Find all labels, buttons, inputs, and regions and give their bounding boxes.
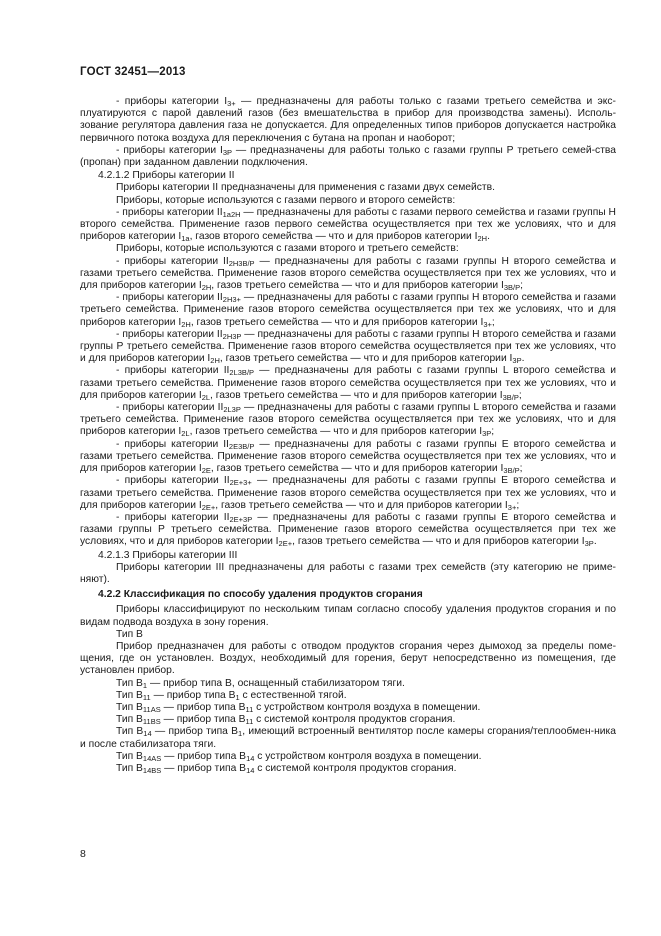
text-segment: , газов второго семейства — что и для приборов категории I [189,231,478,243]
subscript-text: 2H [477,234,488,244]
text-segment: — предназначены для работы с газами группы L второго семейства и газами третьего семейства. Применение газов второго семейства осуществляется при тех же условиях, что и для приборов категории I [80,402,616,438]
text-segment: ; [491,426,495,438]
text-segment: 4.2.1.2 Приборы категории II [98,170,235,182]
text-segment: 4.2.2 Классификация по способу удаления продуктов сгорания [98,589,423,601]
subscript-text: 11 [245,704,254,714]
paragraph [80,512,616,549]
subscript-text: 14 [143,729,152,739]
paragraph [80,550,616,562]
subscript-text: 1 [235,692,240,702]
paragraph [80,562,616,586]
text-segment: , имеющий встроенный вентилятор после камеры сгорания/теплообмен-ника и после стабилизатора тяги. [80,726,616,750]
paragraph [80,702,616,714]
subscript-text: 3+ [507,502,517,512]
text-segment: - приборы категории II [116,206,223,218]
text-segment: с системой контроля продуктов сгорания. [253,714,456,726]
text-segment: — прибор типа В [161,762,247,774]
text-segment: — прибор типа В, оснащенный стабилизатором тяги. [147,677,405,689]
text-segment: . [521,353,525,365]
text-segment: , газов третьего семейства — что и для приборов категории I [210,463,504,475]
text-segment: ; [519,463,523,475]
paragraph [80,726,616,750]
subscript-text: 11 [245,717,254,727]
subscript-text: 2E+ [201,502,216,512]
subscript-text: 3B/P [502,392,519,402]
text-segment: . [487,231,490,243]
document-header: ГОСТ 32451—2013 [80,66,186,78]
text-segment: Тип В [116,628,143,640]
paragraph [80,145,616,169]
paragraph [80,589,616,601]
paragraph [80,714,616,726]
text-segment: - приборы категории I [116,96,228,107]
paragraph [80,170,616,182]
text-segment: - приборы категории II [116,475,230,487]
subscript-text: 3P [584,539,594,549]
subscript-text: 1 [238,729,243,739]
subscript-text: 11BS [142,717,161,727]
text-segment: . [593,536,597,548]
subscript-text: 3P [512,356,522,366]
text-segment: — предназначены для работы с газами группы Е второго семейства и газами третьего семейства. Применение газов второго семейства осуществляется при тех же условиях, что и для приборов категории I [80,475,616,511]
text-segment: , газов третьего семейства — что и для приборов категории I [219,353,513,365]
subscript-text: 3P [222,147,233,157]
text-segment: — прибор типа В [150,689,236,701]
subscript-text: 2L3P [223,405,241,415]
subscript-text: 14AS [142,753,162,763]
text-segment: — предназначены для работы с газами первого семейства и газами группы Н второго семейства. Применение газов первого семейства осуществляется при тех же условиях, что и для приборов категории I [80,206,616,243]
paragraph [80,195,616,207]
paragraph [80,439,616,476]
subscript-text: 2H3P [222,331,242,341]
subscript-text: 3P [482,429,492,439]
text-segment: — предназначены для работы с газами группы L второго семейства и газами третьего семейства. Применение газов второго семейства осуществляется при тех же условиях, что и для приборов категории I [80,365,616,401]
paragraph [80,751,616,763]
paragraph [80,690,616,702]
text-segment: Приборы, которые используются с газами второго и третьего семейств: [116,243,459,255]
text-segment: — предназначены для работы с газами группы Е второго семейства и газами группы Р третьего семейства. Применение газов второго семейства осуществляется при тех же условиях, что и для приборов категории I [80,511,616,548]
text-segment: Тип В [116,726,144,738]
text-segment: , газов третьего семейства — что и для приборов категории I [210,389,503,401]
paragraph [80,763,616,775]
text-segment: с устройством контроля воздуха в помещении. [254,750,482,762]
subscript-text: 3+ [227,99,236,108]
text-segment: , газов третьего семейства — что и для приборов категории I [190,316,484,328]
text-segment: - приборы категории II [116,328,223,340]
text-segment: Тип В [116,689,143,701]
text-segment: - приборы категории II [116,365,230,377]
paragraph [80,256,616,293]
text-segment: ; [518,389,522,401]
subscript-text: 2E+3P [229,514,253,524]
paragraph [80,365,616,402]
text-segment: Тип В [116,762,143,774]
subscript-text: 2L [181,429,190,439]
text-segment: — прибор типа В [160,701,246,713]
text-segment: 4.2.1.3 Приборы категории III [98,549,238,561]
subscript-text: 14 [246,765,255,775]
text-segment: , газов третьего семейства — что и для приборов категории I [189,426,483,438]
subscript-text: 2H [181,319,191,329]
text-segment: с устройством контроля воздуха в помещении. [253,701,481,713]
paragraph [80,629,616,641]
text-segment: — предназначены для работы с газами группы Е второго семейства и газами третьего семейства. Применение газов второго семейства осуществляется при тех же условиях, что и для приборов категории I [80,438,616,475]
paragraph [80,96,616,145]
text-segment: , газов третьего семейства — что и для приборов категории I [292,536,585,548]
text-segment: - приборы категории II [116,402,224,414]
text-segment: - приборы категории II [116,255,229,267]
subscript-text: 3B/P [503,466,520,476]
text-segment: - приборы категории II [116,511,230,523]
text-segment: , газов третьего семейства — что и для приборов категории I [215,499,508,511]
text-segment: Тип В [116,677,143,689]
text-segment: - приборы категории II [116,438,229,450]
subscript-text: 1a [181,234,190,244]
page-number: 8 [80,848,86,860]
document-body [80,96,616,775]
subscript-text: 2H [201,283,212,293]
text-segment: — предназначены для работы только с газами третьего семейства и экс-плуатируются с парой давлений газов (без вмешательства в прибор для производства замены). Исполь-зование регулятора давления газа не допускается. Для определенных типов приборов допускается настройка первичного потока воздуха для переключения с бутана на пропан и наоборот; [80,96,616,144]
paragraph [80,402,616,439]
text-segment: — предназначены для работы только с газами группы Р третьего семей-ства (пропан) при заданном давлении подключения. [80,144,616,169]
text-segment: — прибор типа В [151,726,239,738]
paragraph [80,207,616,244]
text-segment: - приборы категории II [116,292,223,304]
subscript-text: 2H3B/P [228,258,255,268]
text-segment: Тип В [116,701,143,713]
text-segment: Тип В [116,714,143,726]
text-segment: с естественной тягой. [239,689,347,701]
paragraph [80,678,616,690]
subscript-text: 1 [142,680,148,690]
paragraph [80,641,616,678]
text-segment: — предназначены для работы с газами группы Н второго семейства и газами третьего семейства. Применение газов второго семейства осуществляется при тех же условиях, что и для приборов категории I [80,292,616,328]
text-segment: - приборы категории I [116,144,223,156]
text-segment: ; [491,316,495,328]
text-segment: — предназначены для работы с газами группы Н второго семейства и газами третьего семейства. Применение газов второго семейства осуществляется при тех же условиях, что и для приборов категории I [80,255,616,292]
paragraph [80,243,616,255]
text-segment: Приборы классифицируют по нескольким типам согласно способу удаления продуктов сгорания и по видам подвода воздуха в зону горения. [80,604,616,628]
subscript-text: 2H [210,356,220,366]
text-segment: Тип В [116,750,143,762]
subscript-text: 1a2H [222,209,241,219]
text-segment: с системой контроля продуктов сгорания. [254,762,457,774]
subscript-text: 2L3B/P [229,368,255,378]
paragraph [80,182,616,194]
subscript-text: 11 [142,692,151,702]
subscript-text: 2E3B/P [228,441,255,451]
subscript-text: 2E [201,466,211,476]
paragraph [80,329,616,366]
subscript-text: 2E+3+ [229,478,252,488]
subscript-text: 14BS [142,765,162,775]
subscript-text: 11AS [142,704,161,714]
text-segment: — прибор типа В [160,714,246,726]
text-segment: Приборы, которые используются с газами первого и второго семейств: [116,194,456,206]
subscript-text: 3B/P [503,283,521,293]
subscript-text: 2L [201,392,211,402]
paragraph [80,475,616,512]
text-segment: Прибор предназначен для работы с отводом продуктов сгорания через дымоход за пределы поме-щения, где он установлен. Воздух, необходимый для горения, берут непосредственно из помещения, где установлен прибор. [80,640,616,677]
text-segment: ; [516,499,520,511]
subscript-text: 3+ [483,319,492,329]
subscript-text: 2H3+ [222,295,241,305]
text-segment: — предназначены для работы с газами группы Н второго семейства и газами группы Р третьего семейства. Применение газов второго семейства осуществляется при тех же условиях, что и для приборов категории I [80,328,616,365]
text-segment: Приборы категории II предназначены для применения с газами двух семейств. [116,182,495,194]
text-segment: Приборы категории III предназначены для работы с газами трех семейств (эту категорию не приме-няют). [80,561,616,585]
subscript-text: 14 [246,753,255,763]
text-segment: ; [520,280,523,292]
text-segment: — прибор типа В [161,750,247,762]
text-segment: , газов третьего семейства — что и для приборов категории I [211,280,504,292]
subscript-text: 2E+ [278,539,293,549]
paragraph [80,604,616,628]
paragraph [80,292,616,329]
